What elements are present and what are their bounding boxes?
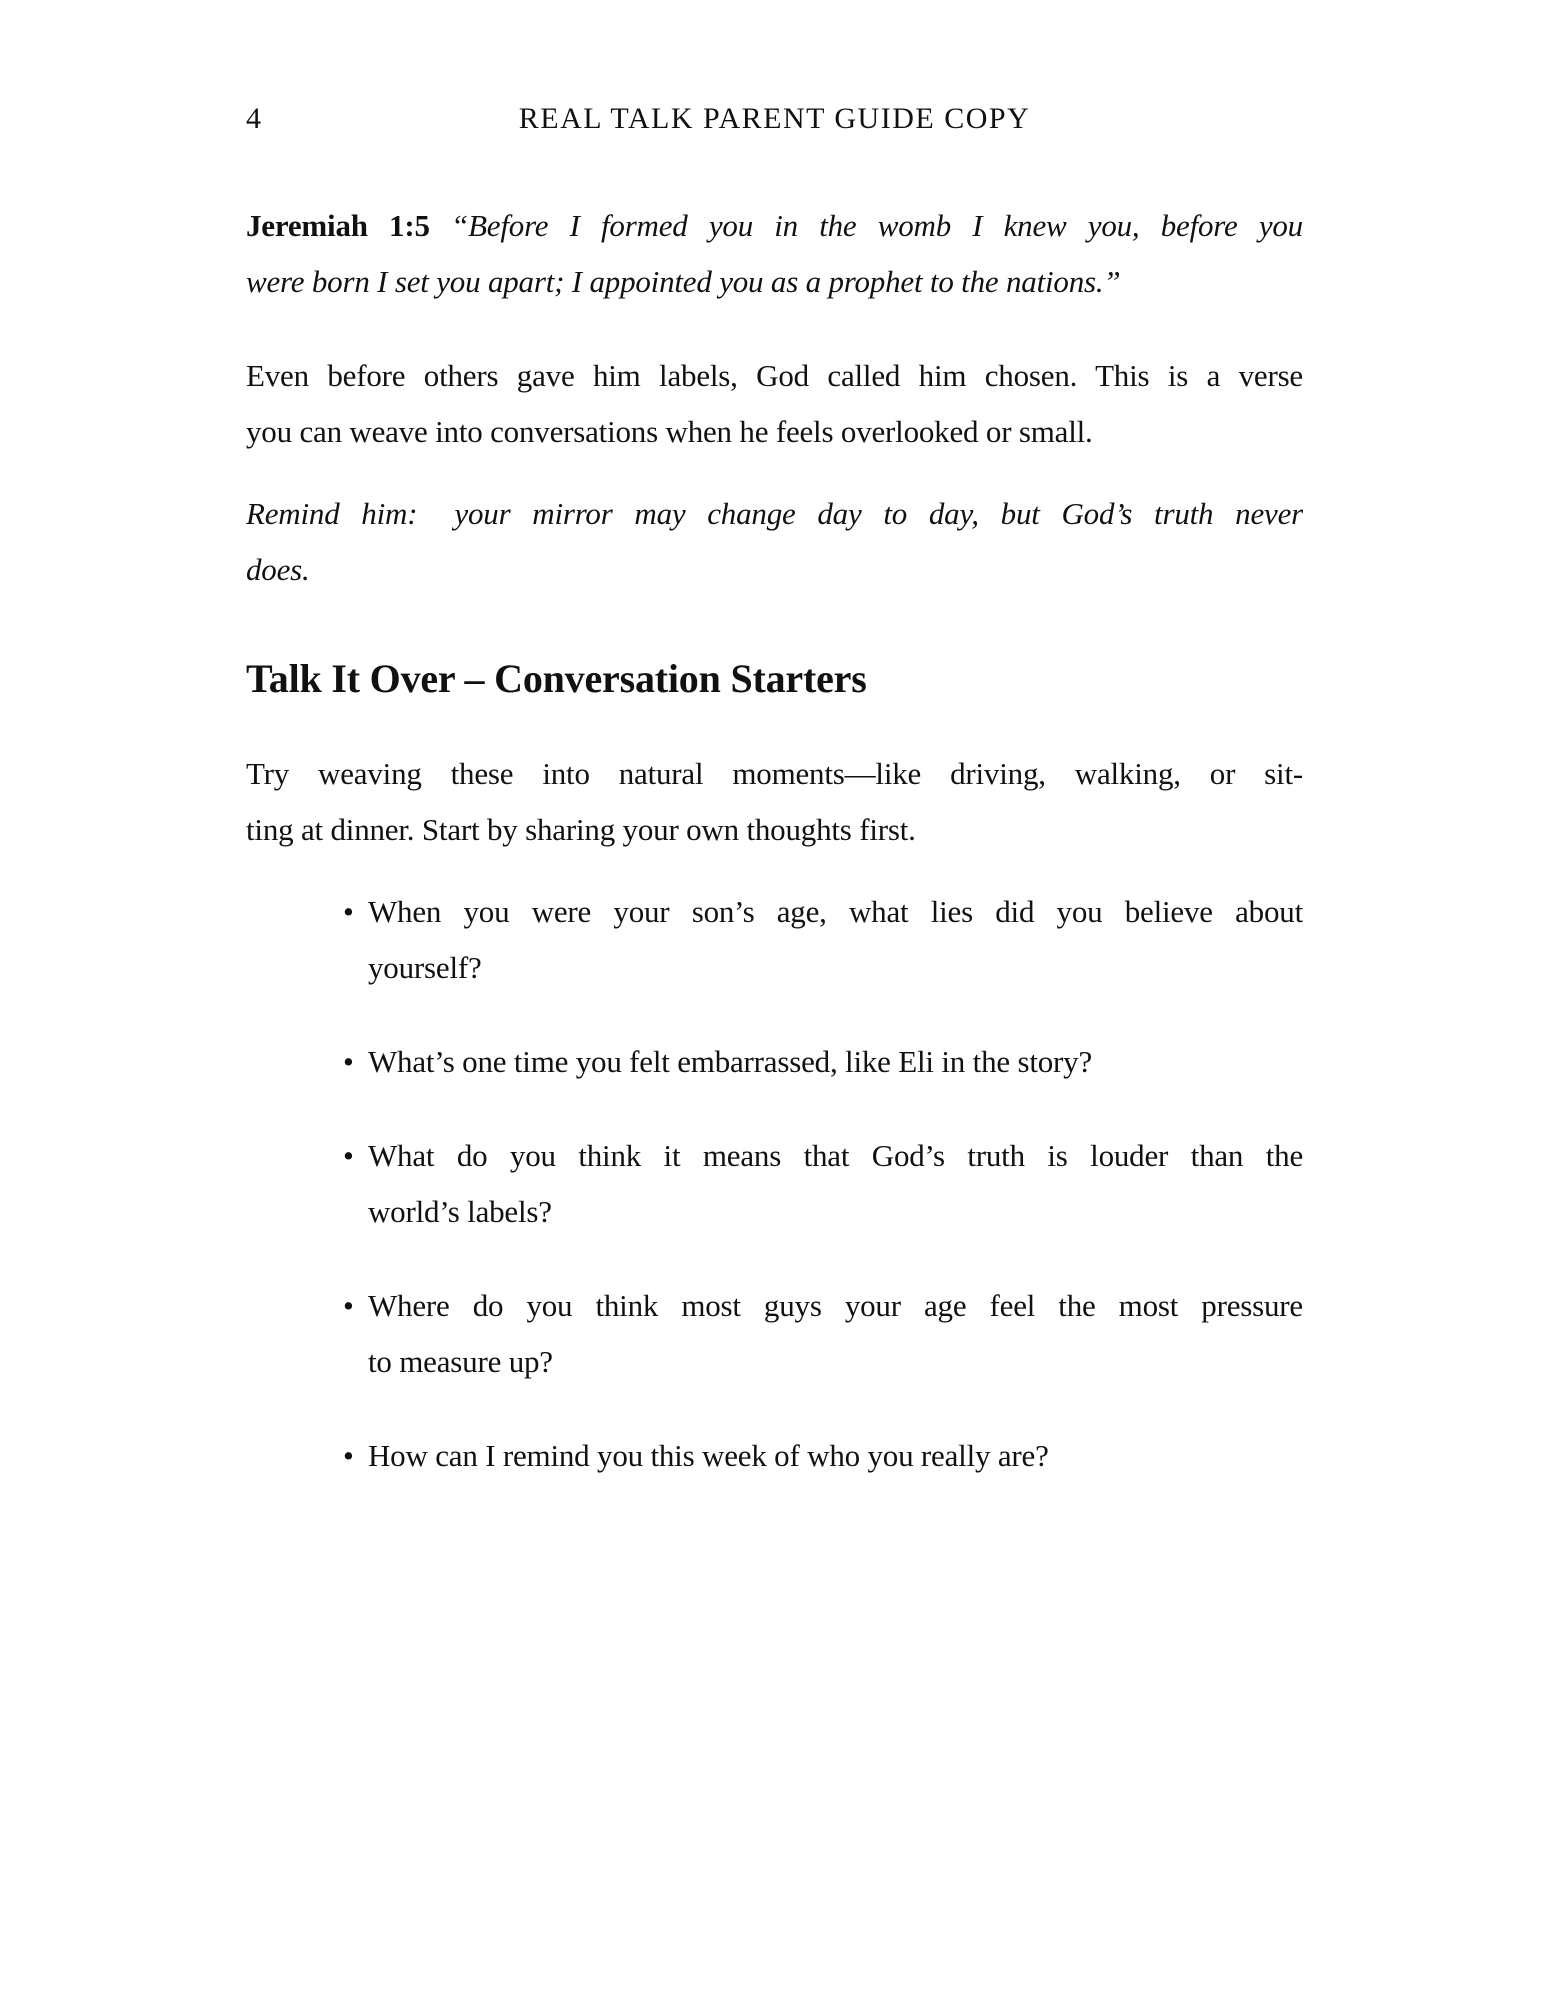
- list-item: [246, 1428, 1303, 1484]
- list-item-text: [368, 1428, 1303, 1484]
- bullet-icon: •: [343, 1438, 354, 1473]
- paragraph-line: does.: [246, 552, 310, 587]
- list-item: [246, 1128, 1303, 1240]
- paragraph-line: Remind him: your mirror may change day to day, but God’s truth never: [246, 496, 1303, 531]
- page-number: 4: [246, 102, 261, 135]
- list-item-text: [368, 884, 1303, 996]
- page-header: [246, 98, 1303, 140]
- text-block: [246, 0, 1303, 1522]
- bullet-line: What’s one time you felt embarrassed, like Eli in the story?: [368, 1044, 1093, 1079]
- bullet-line: world’s labels?: [368, 1194, 552, 1229]
- scripture-quote-part-2: were born I set you apart; I appointed you as a prophet to the nations.”: [246, 264, 1121, 299]
- bullet-icon: •: [343, 1138, 354, 1173]
- bullet-line: How can I remind you this week of who you really are?: [368, 1438, 1049, 1473]
- scripture-line-1: [246, 198, 1303, 254]
- running-title: REAL TALK PARENT GUIDE COPY: [518, 102, 1031, 135]
- bullet-line: yourself?: [368, 950, 482, 985]
- scripture-paragraph: [246, 198, 1303, 310]
- scripture-quote-part-1: “Before I formed you in the womb I knew you, before you: [451, 208, 1303, 243]
- intro-paragraph: [246, 746, 1303, 858]
- bullet-line: What do you think it means that God’s truth is louder than the: [368, 1138, 1303, 1173]
- reminder-paragraph: [246, 486, 1303, 598]
- bullet-line: to measure up?: [368, 1344, 553, 1379]
- paragraph-line: Even before others gave him labels, God called him chosen. This is a verse: [246, 358, 1303, 393]
- scripture-line-2: [246, 254, 1303, 310]
- list-item: [246, 884, 1303, 996]
- list-item-text: [368, 1278, 1303, 1390]
- list-item-text: [368, 1128, 1303, 1240]
- paragraph-line: Try weaving these into natural moments—like driving, walking, or sit-: [246, 756, 1303, 791]
- conversation-starters-list: [246, 884, 1303, 1484]
- bullet-icon: •: [343, 1288, 354, 1323]
- scripture-reference: Jeremiah 1:5: [246, 208, 430, 243]
- bullet-line: When you were your son’s age, what lies did you believe about: [368, 894, 1303, 929]
- bullet-icon: •: [343, 894, 354, 929]
- bullet-line: Where do you think most guys your age feel the most pressure: [368, 1288, 1303, 1323]
- list-item: [246, 1278, 1303, 1390]
- bullet-icon: •: [343, 1044, 354, 1079]
- paragraph-line: you can weave into conversations when he feels overlooked or small.: [246, 414, 1093, 449]
- list-item: [246, 1034, 1303, 1090]
- paragraph-line: ting at dinner. Start by sharing your own thoughts first.: [246, 812, 916, 847]
- section-heading: Talk It Over – Conversation Starters: [246, 656, 867, 701]
- list-item-text: [368, 1034, 1303, 1090]
- context-paragraph: [246, 348, 1303, 460]
